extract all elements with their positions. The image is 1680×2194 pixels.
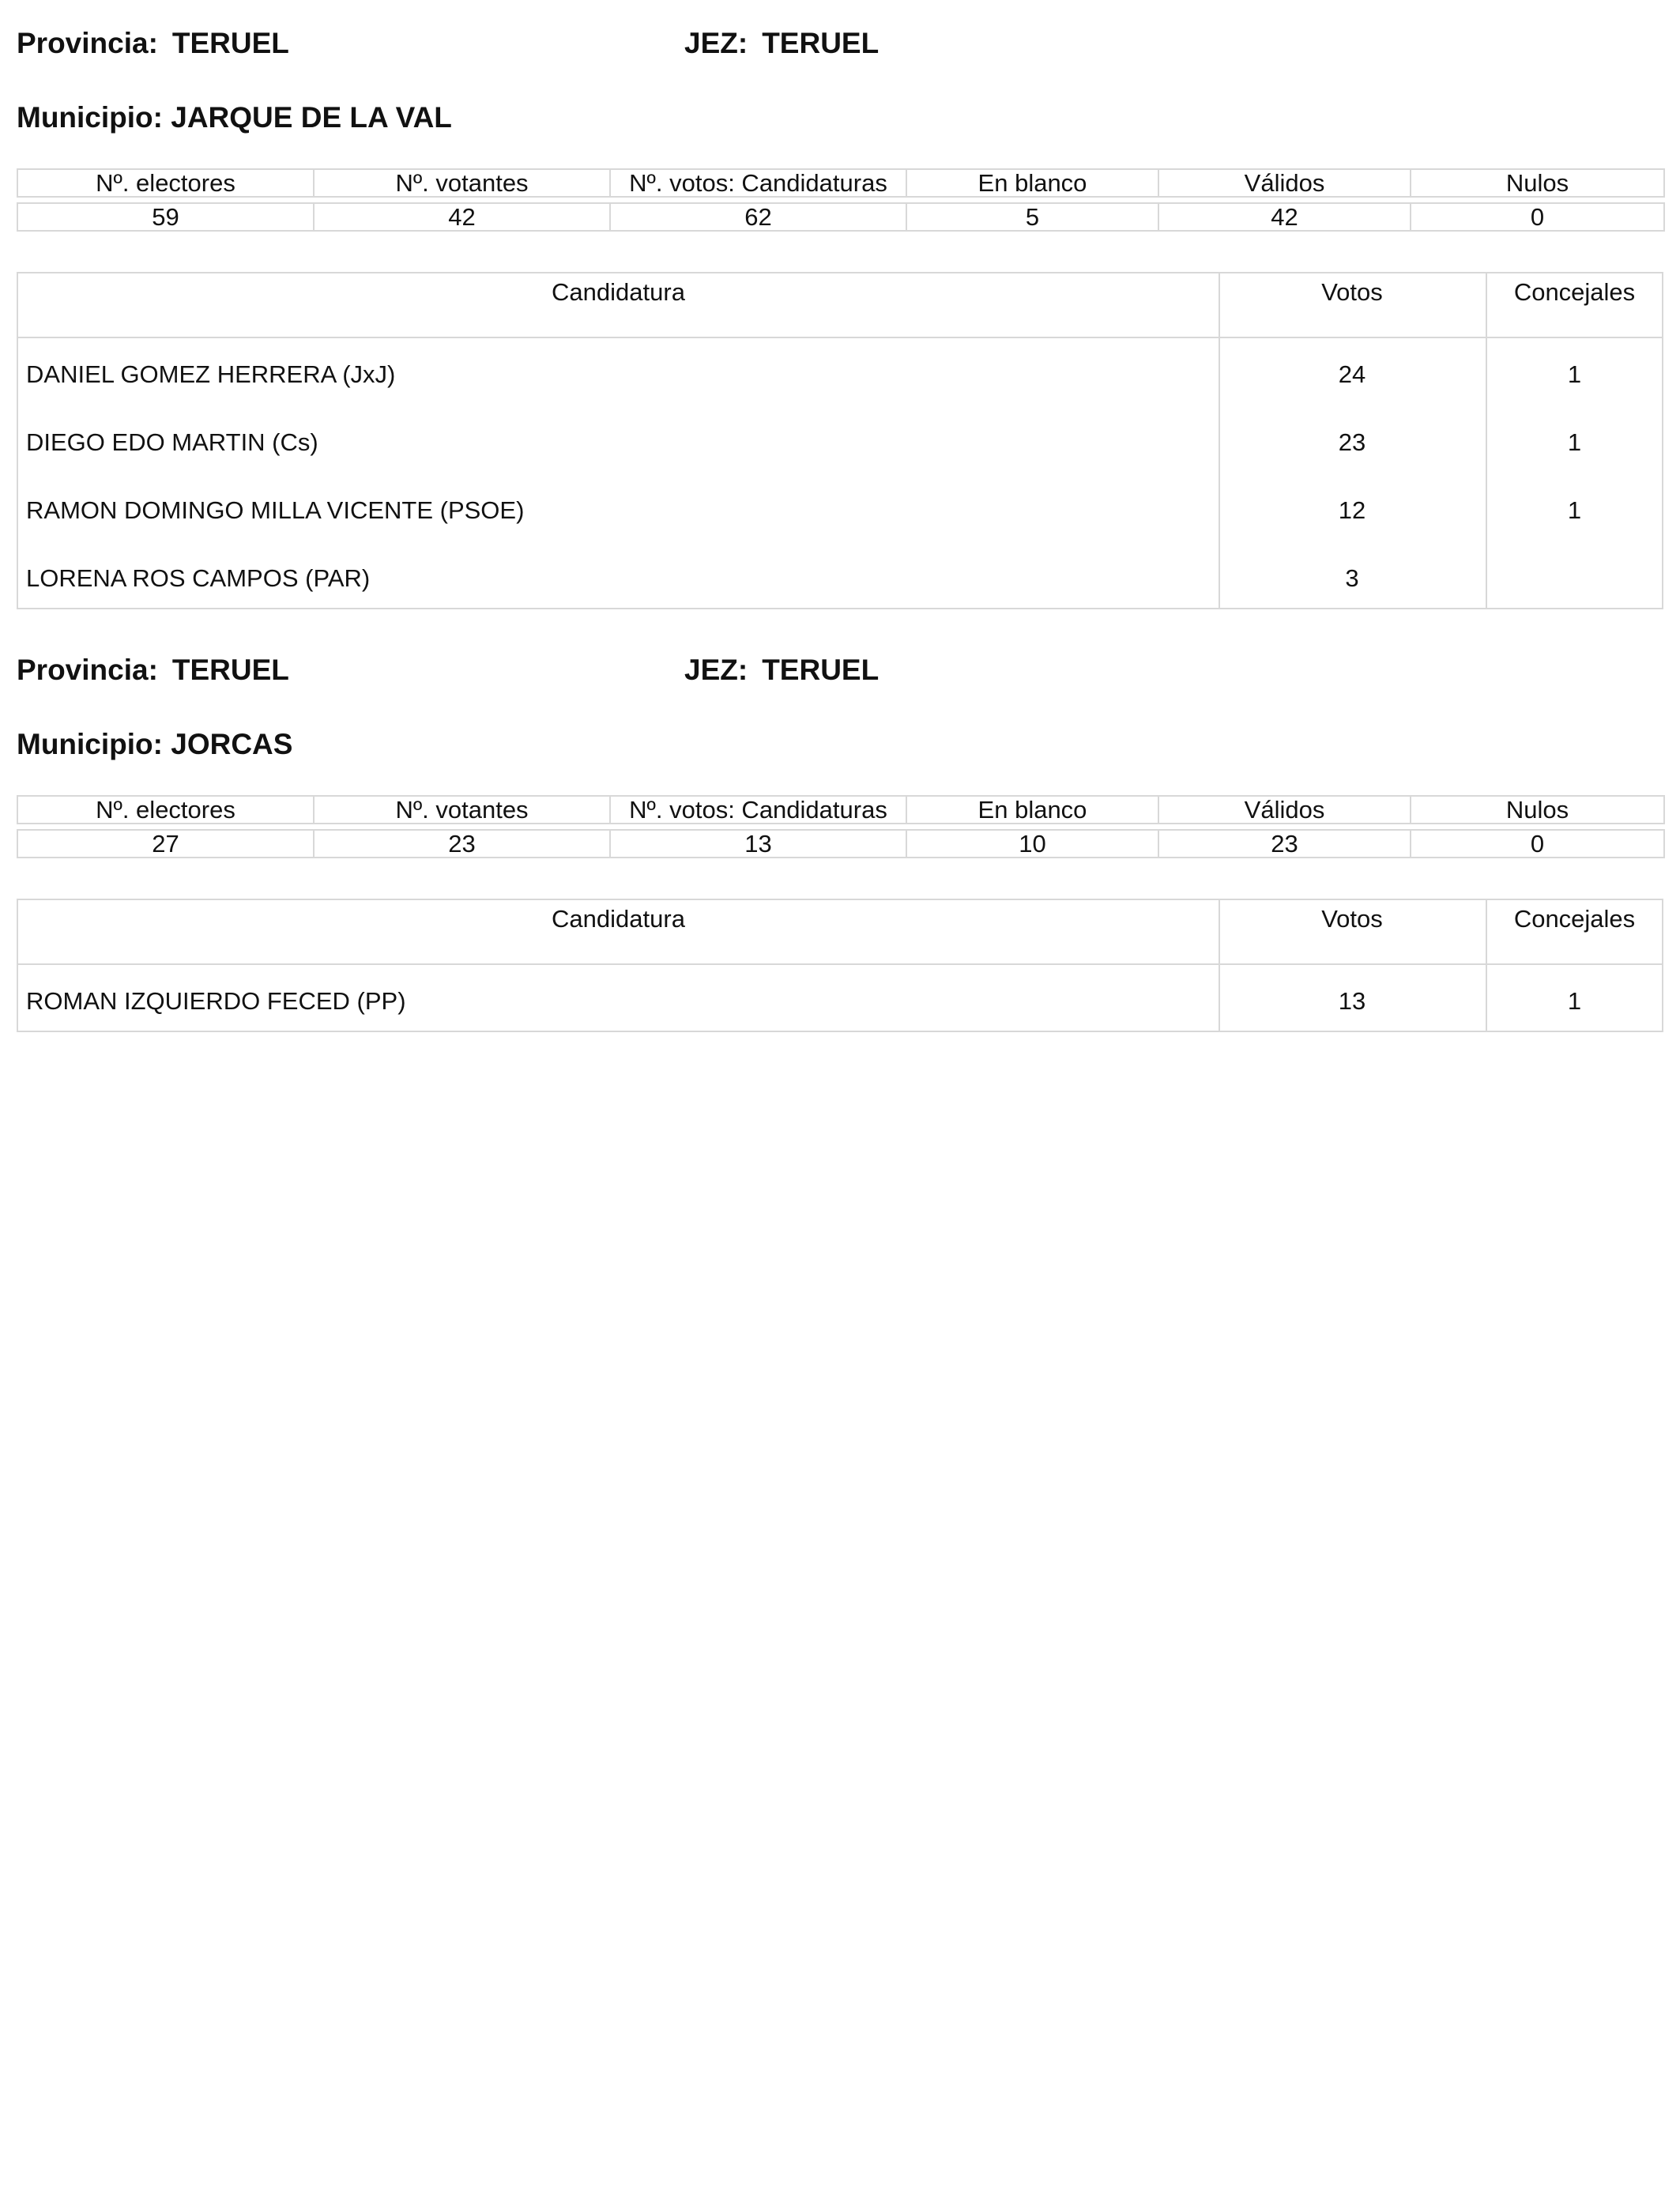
municipio-label: Municipio: xyxy=(17,728,163,760)
candidate-name: LORENA ROS CAMPOS (PAR) xyxy=(26,564,371,592)
jez-value: TERUEL xyxy=(762,27,880,59)
stats-header-cell: Nulos xyxy=(1411,169,1664,197)
stats-value-cell: 23 xyxy=(314,830,610,858)
stats-header-cell: Nº. votos: Candidaturas xyxy=(610,796,906,824)
jez-heading xyxy=(684,654,879,687)
provincia-label: Provincia: xyxy=(17,27,158,59)
candidate-concejales: 1 xyxy=(1567,360,1582,388)
stats-value-cell: 5 xyxy=(906,203,1158,231)
candidatura-header: Candidatura xyxy=(552,905,685,933)
municipio-value: JARQUE DE LA VAL xyxy=(171,101,452,134)
stats-value-cell: 62 xyxy=(610,203,906,231)
stats-header-cell: Nulos xyxy=(1411,796,1664,824)
votos-header: Votos xyxy=(1321,278,1383,306)
candidate-name: ROMAN IZQUIERDO FECED (PP) xyxy=(26,987,406,1015)
candidate-concejales: 1 xyxy=(1567,496,1582,524)
stats-value-row xyxy=(17,830,1664,858)
candidate-votes: 24 xyxy=(1338,360,1366,388)
stats-value-cell: 0 xyxy=(1411,830,1664,858)
concejales-header: Concejales xyxy=(1513,278,1636,306)
provincia-heading xyxy=(17,27,289,60)
candidates-header-row xyxy=(18,900,1662,965)
candidate-votes: 13 xyxy=(1338,987,1366,1015)
stats-header-cell: Nº. votantes xyxy=(314,796,610,824)
provincia-value: TERUEL xyxy=(171,654,289,686)
candidate-votes: 23 xyxy=(1338,428,1366,456)
stats-header-cell: Válidos xyxy=(1158,169,1411,197)
stats-header-cell: En blanco xyxy=(906,796,1158,824)
municipio-label: Municipio: xyxy=(17,101,163,134)
candidate-row xyxy=(18,542,1662,610)
jez-label: JEZ: xyxy=(684,27,748,59)
stats-header-row xyxy=(17,169,1664,197)
votos-header: Votos xyxy=(1321,905,1383,933)
candidate-votes: 3 xyxy=(1345,564,1359,592)
stats-value-row xyxy=(17,203,1664,231)
candidates-table xyxy=(17,899,1663,1032)
stats-header-cell: Válidos xyxy=(1158,796,1411,824)
stats-header-cell: En blanco xyxy=(906,169,1158,197)
municipio-heading xyxy=(17,728,292,761)
jez-value: TERUEL xyxy=(762,654,880,686)
stats-header-cell: Nº. electores xyxy=(17,169,314,197)
stats-value-cell: 42 xyxy=(314,203,610,231)
stats-value-cell: 27 xyxy=(17,830,314,858)
stats-header-cell: Nº. votos: Candidaturas xyxy=(610,169,906,197)
candidates-table xyxy=(17,272,1663,609)
candidate-name: DIEGO EDO MARTIN (Cs) xyxy=(26,428,318,456)
stats-value-cell: 10 xyxy=(906,830,1158,858)
provincia-value: TERUEL xyxy=(171,27,289,59)
stats-value-cell: 42 xyxy=(1158,203,1411,231)
jez-heading xyxy=(684,27,879,60)
provincia-heading xyxy=(17,654,289,687)
municipio-value: JORCAS xyxy=(171,728,293,760)
municipio-heading xyxy=(17,101,452,134)
stats-header-row xyxy=(17,796,1664,824)
provincia-label: Provincia: xyxy=(17,654,158,686)
stats-value-cell: 59 xyxy=(17,203,314,231)
candidate-name: DANIEL GOMEZ HERRERA (JxJ) xyxy=(26,360,396,388)
stats-value-cell: 23 xyxy=(1158,830,1411,858)
stats-value-cell: 13 xyxy=(610,830,906,858)
stats-table xyxy=(17,168,1665,232)
candidate-row xyxy=(18,965,1662,1033)
stats-value-cell: 0 xyxy=(1411,203,1664,231)
stats-header-cell: Nº. votantes xyxy=(314,169,610,197)
candidate-row xyxy=(18,406,1662,474)
candidate-row xyxy=(18,474,1662,542)
stats-table xyxy=(17,795,1665,858)
concejales-header: Concejales xyxy=(1513,905,1636,933)
jez-label: JEZ: xyxy=(684,654,748,686)
candidate-concejales: 1 xyxy=(1567,428,1582,456)
candidatura-header: Candidatura xyxy=(552,278,685,306)
candidate-concejales: 1 xyxy=(1567,987,1582,1015)
stats-header-cell: Nº. electores xyxy=(17,796,314,824)
candidate-name: RAMON DOMINGO MILLA VICENTE (PSOE) xyxy=(26,496,525,524)
candidate-row xyxy=(18,338,1662,406)
candidates-header-row xyxy=(18,273,1662,338)
candidate-votes: 12 xyxy=(1338,496,1366,524)
